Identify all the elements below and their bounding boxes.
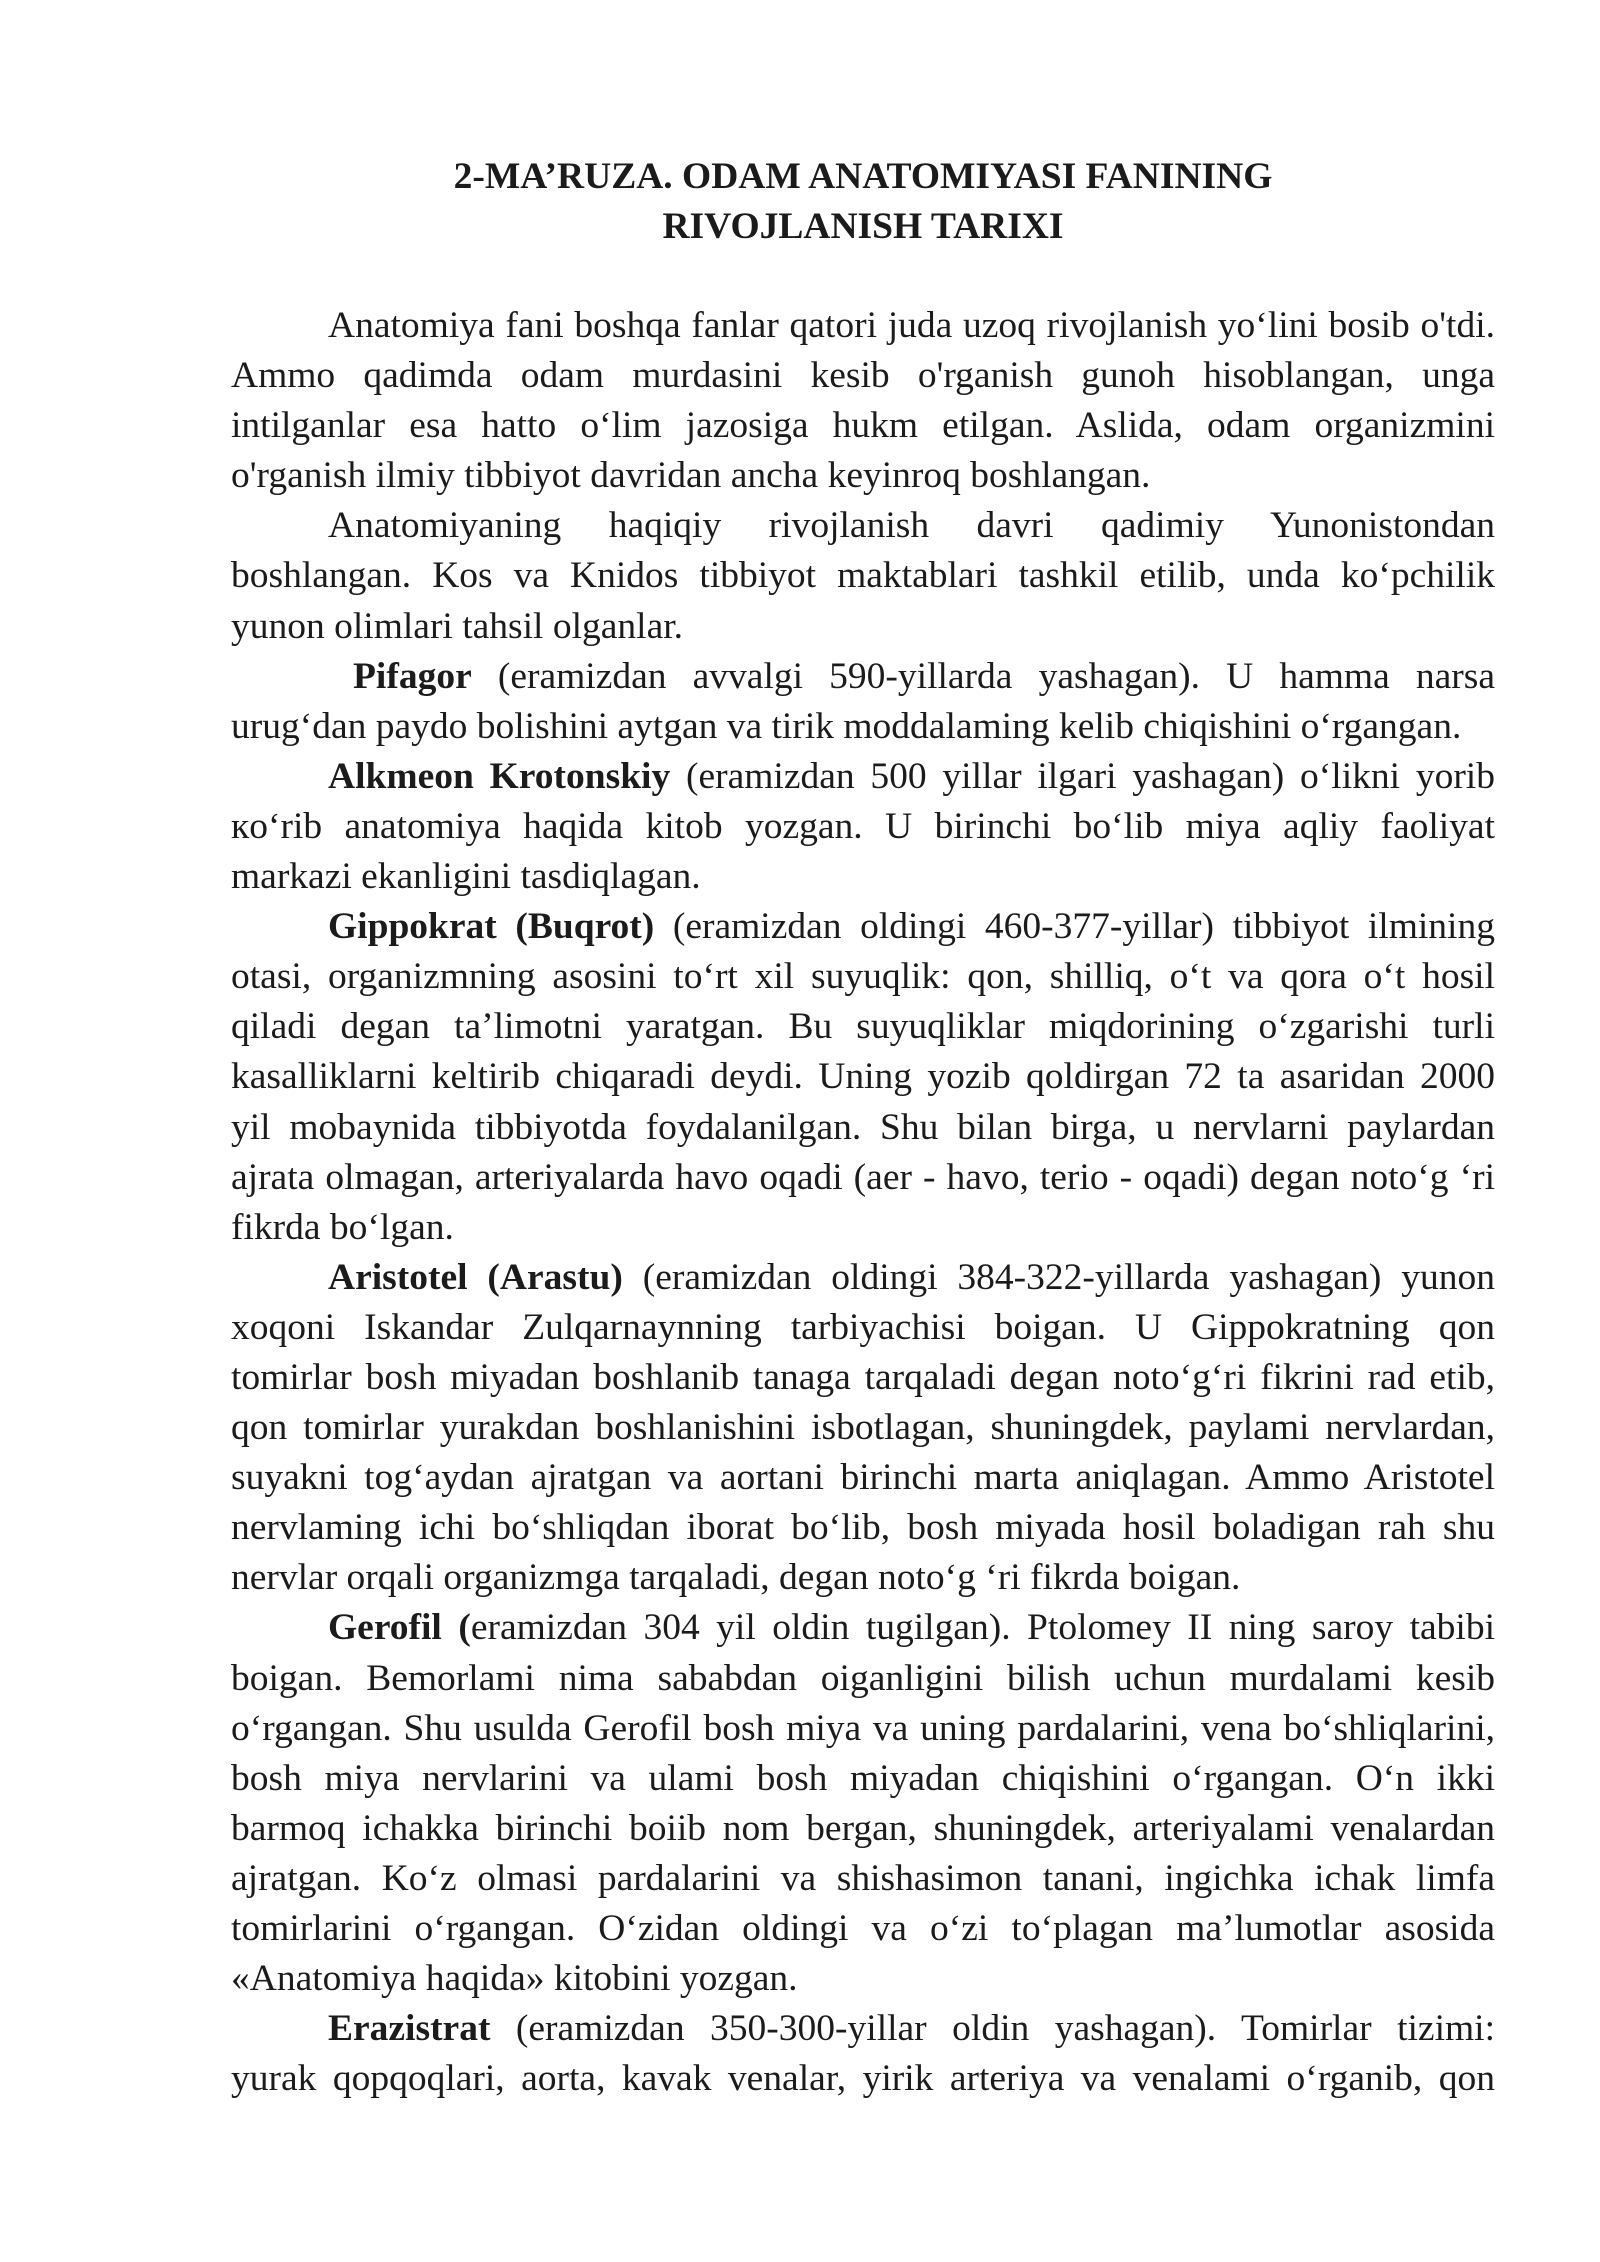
text-line-rest: (eramizdan avvalgi 590-yillarda yashagan). U hamma narsa — [471, 655, 1495, 697]
text-line: ajratgan. Ko‘z olmasi pardalarini va shishasimon tanani, ingichka ichak limfa — [231, 1857, 1495, 1899]
text-line: yunon olimlari tahsil olganlar. — [231, 605, 684, 647]
text-line: bosh miya nervlarini va ulami bosh miyadan chiqishini o‘rgangan. O‘n ikki — [231, 1757, 1495, 1799]
title-line-1: 2-MA’RUZA. ODAM ANATOMIYASI FANINING — [453, 156, 1273, 197]
text-line: Anatomiya fani boshqa fanlar qatori juda uzoq rivojlanish yo‘lini bosib o'tdi. — [328, 305, 1495, 346]
text-line: «Anatomiya haqida» kitobini yozgan. — [231, 1958, 798, 2000]
text-line — [231, 752, 1495, 802]
document-title — [231, 152, 1495, 252]
text-line: otasi, organizmning asosini to‘rt xil suyuqlik: qon, shilliq, o‘t va qora o‘t hosil — [231, 956, 1495, 998]
person-name: Alkmeon Krotonskiy — [328, 755, 671, 797]
text-line: kasalliklarni keltirib chiqaradi deydi. Uning yozib qoldirgan 72 ta asaridan 2000 — [231, 1056, 1495, 1098]
paragraph-erazistrat — [231, 2004, 1495, 2104]
person-name: Gippokrat (Buqrot) — [328, 906, 655, 948]
text-line: yurak qopqoqlari, aorta, kavak venalar, yirik arteriya va venalami o‘rganib, qon — [231, 2058, 1495, 2100]
text-line: o'rganish ilmiy tibbiyot davridan ancha keyinroq boshlangan. — [231, 455, 1151, 497]
text-line — [231, 1603, 1495, 1653]
text-line: intilganlar esa hatto o‘lim jazosiga hukm etilgan. Aslida, odam organizmini — [231, 405, 1495, 447]
text-line-rest: (eramizdan oldingi 460-377-yillar) tibbiyot ilmining — [654, 906, 1495, 948]
text-line-rest: (eramizdan 350-300-yillar oldin yashagan). Tomirlar tizimi: — [490, 2008, 1495, 2050]
document-body — [231, 301, 1495, 2104]
text-line: o‘rgangan. Shu usulda Gerofil bosh miya va uning pardalarini, vena bo‘shliqlarini, — [231, 1707, 1495, 1749]
paragraph-aristotel — [231, 1253, 1495, 1604]
text-line: yil mobaynida tibbiyotda foydalanilgan. Shu bilan birga, u nervlarni paylardan — [231, 1106, 1495, 1148]
text-line: nervlar orqali organizmga tarqaladi, degan noto‘g ‘ri fikrda boigan. — [231, 1557, 1241, 1599]
paragraph-pifagor — [231, 652, 1495, 752]
text-line — [231, 2004, 1495, 2054]
person-name: Gerofil ( — [328, 1607, 471, 1649]
paragraph-gerofil — [231, 1603, 1495, 2004]
paragraph-1 — [231, 301, 1495, 501]
person-name: Erazistrat — [328, 2008, 491, 2050]
text-line: tomirlar bosh miyadan boshlanib tanaga tarqaladi degan noto‘g‘ri fikrini rad etib, — [231, 1356, 1495, 1398]
text-line: qon tomirlar yurakdan boshlanishini isbotlagan, shuningdek, paylami nervlardan, — [231, 1407, 1495, 1449]
text-line: xoqoni Iskandar Zulqarnaynning tarbiyachisi boigan. U Gippokratning qon — [231, 1306, 1495, 1348]
text-line: boshlangan. Kos va Knidos tibbiyot maktablari tashkil etilib, unda ko‘pchilik — [231, 555, 1495, 597]
text-line: ajrata olmagan, arteriyalarda havo oqadi (aer - havo, terio - oqadi) degan noto‘g ‘ri — [231, 1156, 1495, 1198]
text-line — [231, 1253, 1495, 1303]
text-line: tomirlarini o‘rgangan. O‘zidan oldingi va o‘zi to‘plagan ma’lumotlar asosida — [231, 1908, 1495, 1949]
text-line: markazi ekanligini tasdiqlagan. — [231, 856, 701, 898]
text-line-rest: eramizdan 304 yil oldin tugilgan). Ptolomey II ning saroy tabibi — [470, 1607, 1495, 1649]
text-line: qiladi degan ta’limotni yaratgan. Bu suyuqliklar miqdorining o‘zgarishi turli — [231, 1006, 1495, 1048]
text-line: boigan. Bemorlami nima sababdan oiganligini bilish uchun murdalami kesib — [231, 1657, 1495, 1699]
person-name: Aristotel (Arastu) — [328, 1256, 623, 1298]
text-line-rest: (eramizdan 500 yillar ilgari yashagan) o‘likni yorib — [670, 755, 1495, 797]
text-line — [231, 902, 1495, 952]
text-line: fikrda bo‘lgan. — [231, 1206, 454, 1248]
paragraph-gippokrat — [231, 902, 1495, 1253]
text-line: suyakni tog‘aydan ajratgan va aortani birinchi marta aniqlagan. Ammo Aristotel — [231, 1457, 1495, 1499]
paragraph-2 — [231, 501, 1495, 651]
text-line: Ammo qadimda odam murdasini kesib o'rganish gunoh hisoblangan, unga — [231, 355, 1495, 397]
title-line-2: RIVOJLANISH TARIXI — [662, 206, 1064, 248]
person-name: Pifagor — [353, 655, 472, 697]
text-line: barmoq ichakka birinchi boiib nom bergan, shuningdek, arteriyalami venalardan — [231, 1807, 1495, 1849]
text-line — [231, 652, 1495, 702]
text-line: Anatomiyaning haqiqiy rivojlanish davri qadimiy Yunonistondan — [328, 505, 1495, 547]
paragraph-alkmeon — [231, 752, 1495, 902]
text-line: кo‘rib anatomiya haqida kitob yozgan. U birinchi bo‘lib miya aqliy faoliyat — [231, 805, 1495, 847]
text-line-rest: (eramizdan oldingi 384-322-yillarda yashagan) yunon — [622, 1256, 1496, 1298]
text-line: nervlaming ichi bo‘shliqdan iborat bo‘lib, bosh miyada hosil boladigan rah shu — [231, 1507, 1495, 1549]
text-line: urug‘dan paydo bolishini aytgan va tirik moddalaming kelib chiqishini o‘rgangan. — [231, 705, 1462, 747]
